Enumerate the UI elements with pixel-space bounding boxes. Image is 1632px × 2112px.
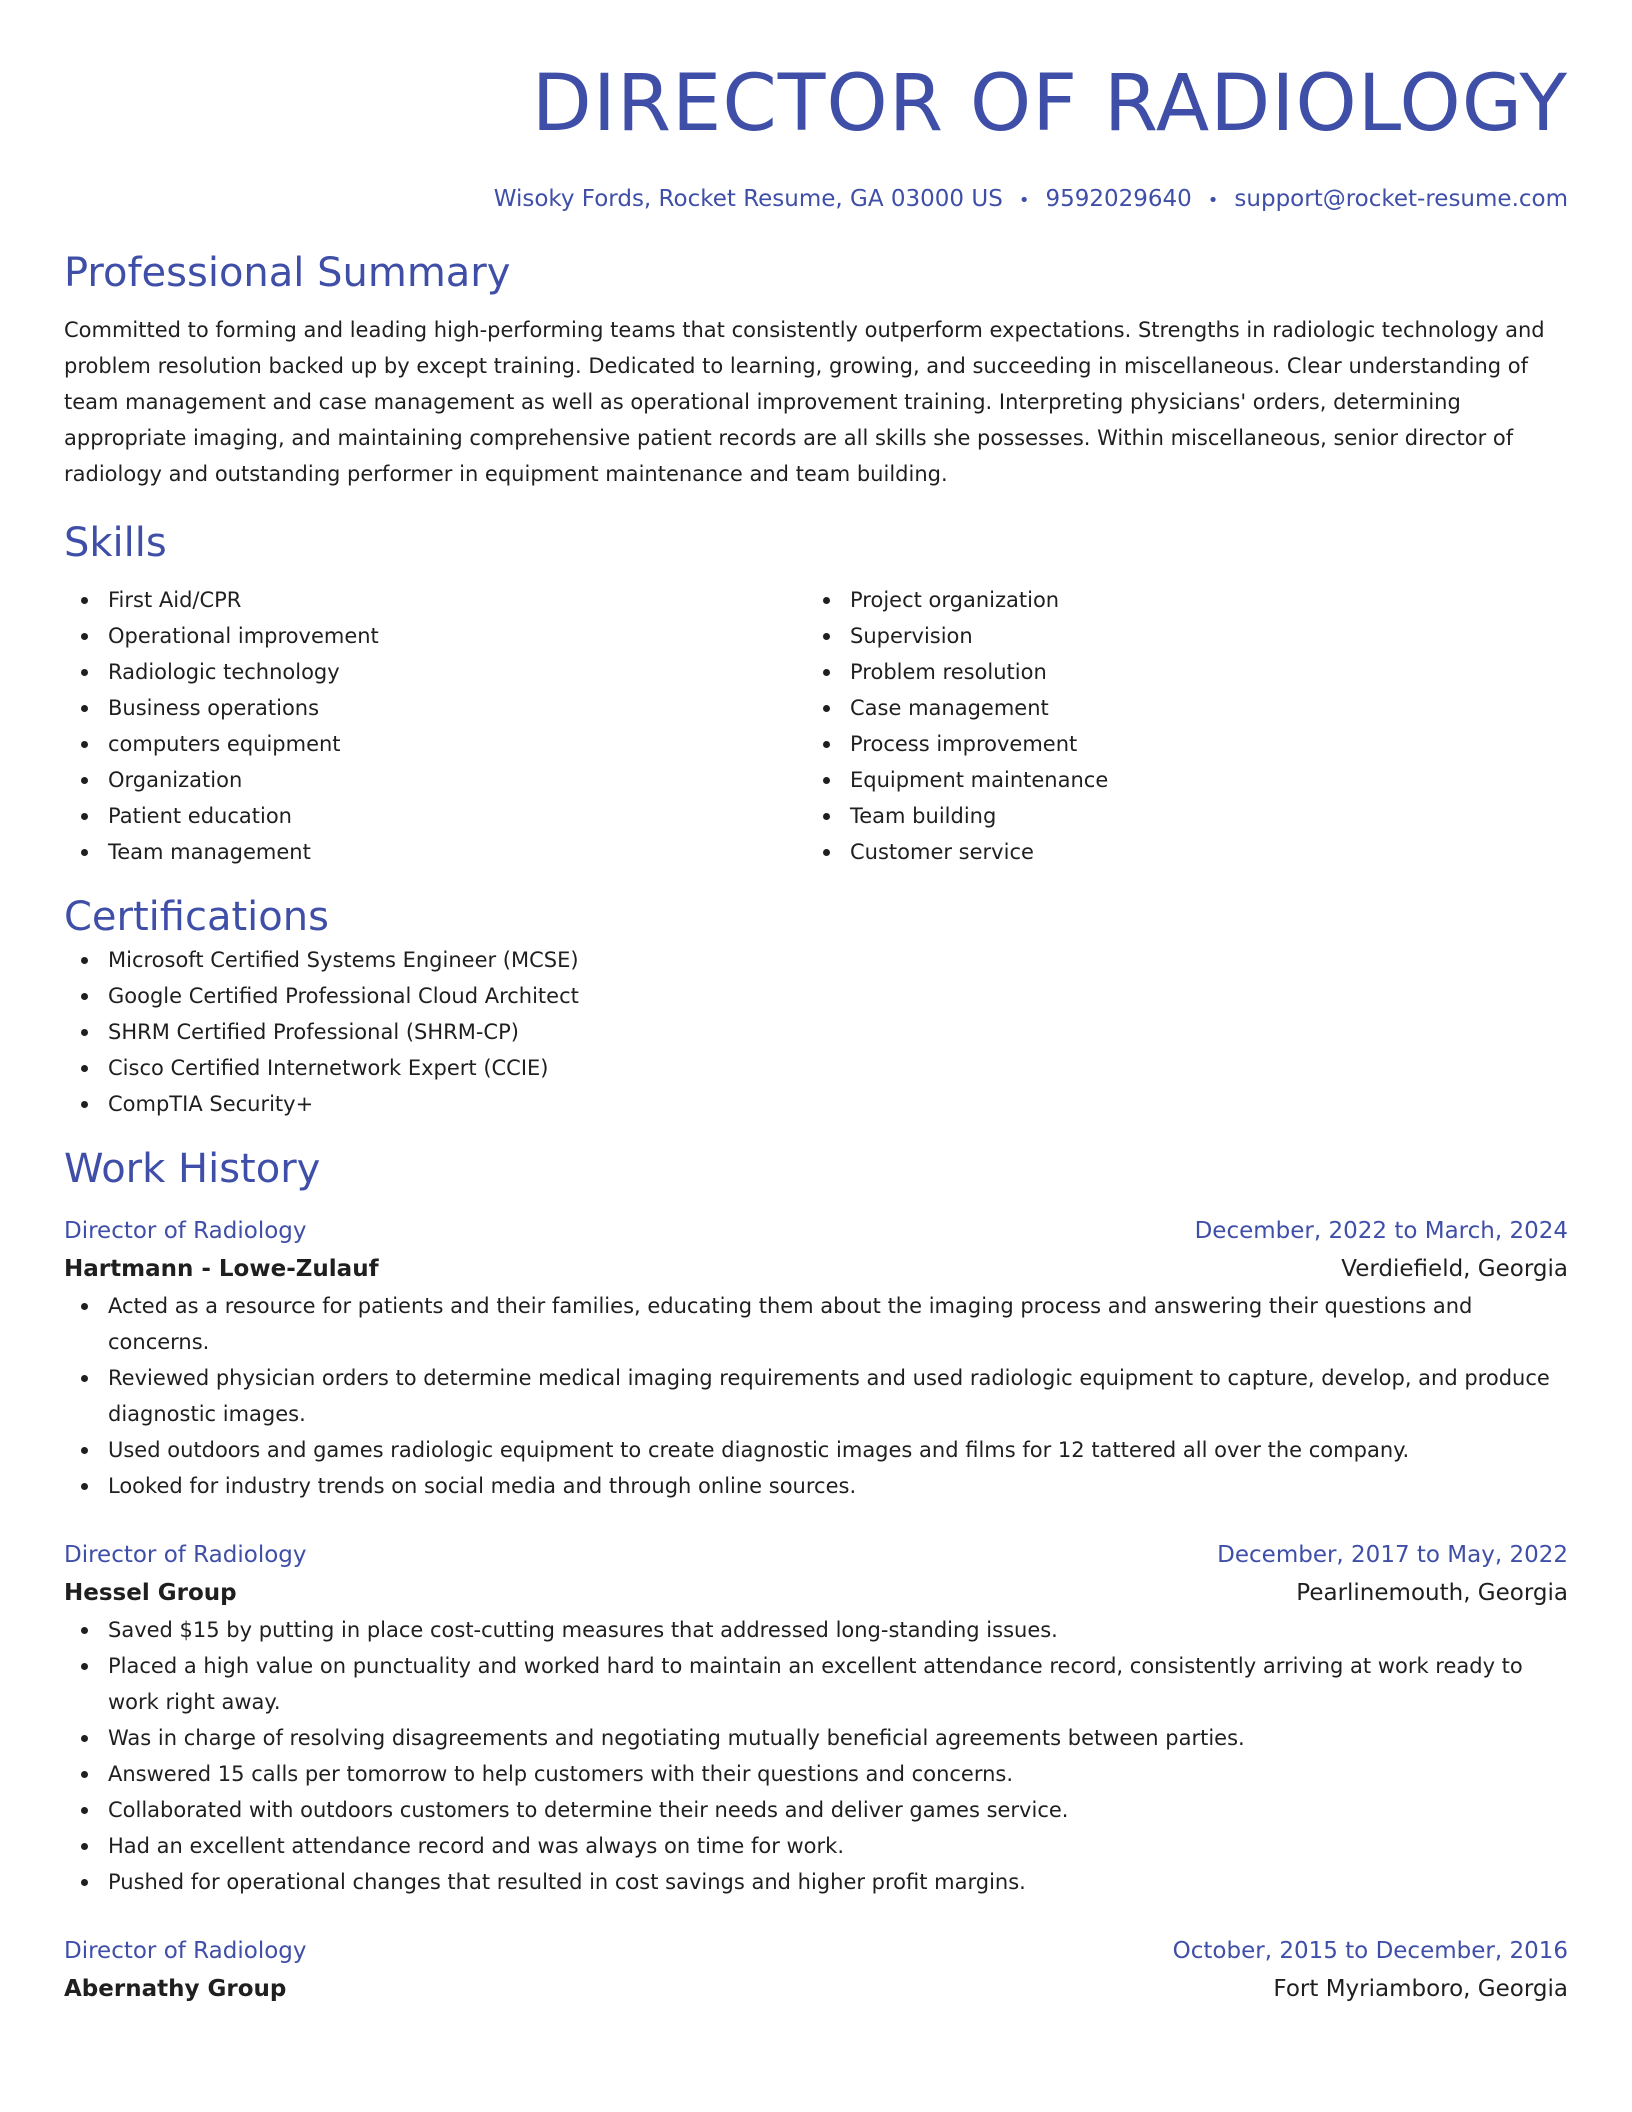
skills-heading: Skills — [64, 520, 167, 566]
skill-item: Process improvement — [806, 726, 1548, 762]
job-bullet: Reviewed physician orders to determine medical imaging requirements and used radiologic equipment to capture, develop, and produce diagnostic images. — [64, 1360, 1568, 1432]
work-history-section — [64, 1144, 1568, 2008]
skill-item: Problem resolution — [806, 654, 1548, 690]
skill-item: Case management — [806, 690, 1548, 726]
certifications-list — [64, 942, 1568, 1122]
skill-item: Project organization — [806, 582, 1548, 618]
certification-item: SHRM Certified Professional (SHRM-CP) — [64, 1014, 1568, 1050]
skills-columns — [64, 582, 1568, 870]
skill-item: Patient education — [64, 798, 806, 834]
job-bullet: Pushed for operational changes that resulted in cost savings and higher profit margins. — [64, 1864, 1568, 1900]
skill-item: Radiologic technology — [64, 654, 806, 690]
skill-item: Operational improvement — [64, 618, 806, 654]
job-bullet: Had an excellent attendance record and was always on time for work. — [64, 1828, 1568, 1864]
contact-email: support@rocket-resume.com — [1234, 186, 1568, 212]
job-title: Director of Radiology — [64, 1218, 307, 1244]
certification-item: Cisco Certified Internetwork Expert (CCIE) — [64, 1050, 1568, 1086]
job-bullet: Answered 15 calls per tomorrow to help customers with their questions and concerns. — [64, 1756, 1568, 1792]
resume-title: DIRECTOR OF RADIOLOGY — [531, 59, 1568, 149]
skills-column-left — [64, 582, 806, 870]
job-dates: October, 2015 to December, 2016 — [1172, 1938, 1568, 1964]
skill-item: First Aid/CPR — [64, 582, 806, 618]
skills-list-left — [64, 582, 806, 870]
skill-item: computers equipment — [64, 726, 806, 762]
skills-column-right — [806, 582, 1548, 870]
job-company: Hessel Group — [64, 1580, 237, 1606]
job-dates: December, 2017 to May, 2022 — [1217, 1542, 1568, 1568]
job-company-row — [64, 1574, 1568, 1612]
contact-separator: • — [1018, 190, 1030, 211]
certifications-section — [64, 892, 1568, 1122]
job-company: Abernathy Group — [64, 1976, 287, 2002]
skills-section — [64, 518, 1568, 870]
skill-item: Supervision — [806, 618, 1548, 654]
job-location: Fort Myriamboro, Georgia — [1273, 1976, 1568, 2002]
job-bullet: Placed a high value on punctuality and worked hard to maintain an excellent attendance record, consistently arriving at work ready to work right away. — [64, 1648, 1568, 1720]
job-header-row — [64, 1536, 1568, 1574]
skill-item: Customer service — [806, 834, 1548, 870]
contact-phone: 9592029640 — [1045, 186, 1192, 212]
contact-address: Wisoky Fords, Rocket Resume, GA 03000 US — [493, 186, 1003, 212]
contact-line — [64, 184, 1568, 216]
job-location: Pearlinemouth, Georgia — [1296, 1580, 1568, 1606]
job-entry — [64, 1212, 1568, 1504]
skill-item: Equipment maintenance — [806, 762, 1548, 798]
job-header-row — [64, 1932, 1568, 1970]
skill-item: Team management — [64, 834, 806, 870]
job-company-row — [64, 1970, 1568, 2008]
certification-item: CompTIA Security+ — [64, 1086, 1568, 1122]
job-title: Director of Radiology — [64, 1938, 307, 1964]
job-entry — [64, 1536, 1568, 1900]
skill-item: Team building — [806, 798, 1548, 834]
resume-header — [64, 0, 1568, 216]
job-company: Hartmann - Lowe-Zulauf — [64, 1256, 379, 1282]
job-bullet: Collaborated with outdoors customers to determine their needs and deliver games service. — [64, 1792, 1568, 1828]
job-bullet: Used outdoors and games radiologic equipment to create diagnostic images and films for 12 tattered all over the company. — [64, 1432, 1568, 1468]
summary-heading: Professional Summary — [64, 250, 511, 296]
job-bullets — [64, 1612, 1568, 1900]
job-bullet: Acted as a resource for patients and their families, educating them about the imaging process and answering their questions and concerns. — [64, 1288, 1568, 1360]
skills-list-right — [806, 582, 1548, 870]
job-bullet: Looked for industry trends on social media and through online sources. — [64, 1468, 1568, 1504]
work-history-heading: Work History — [64, 1146, 321, 1192]
contact-separator: • — [1207, 190, 1219, 211]
job-bullet: Saved $15 by putting in place cost-cutting measures that addressed long-standing issues. — [64, 1612, 1568, 1648]
job-location: Verdiefield, Georgia — [1341, 1256, 1568, 1282]
job-header-row — [64, 1212, 1568, 1250]
job-entry — [64, 1932, 1568, 2008]
skill-item: Business operations — [64, 690, 806, 726]
certifications-heading: Certifications — [64, 894, 329, 940]
job-bullet: Was in charge of resolving disagreements and negotiating mutually beneficial agreements between parties. — [64, 1720, 1568, 1756]
job-title: Director of Radiology — [64, 1542, 307, 1568]
job-bullets — [64, 1288, 1568, 1504]
certification-item: Microsoft Certified Systems Engineer (MCSE) — [64, 942, 1568, 978]
certification-item: Google Certified Professional Cloud Architect — [64, 978, 1568, 1014]
job-dates: December, 2022 to March, 2024 — [1194, 1218, 1568, 1244]
summary-text: Committed to forming and leading high-performing teams that consistently outperform expectations. Strengths in radiologic technology and problem resolution backed up by except training. Dedicated to learning, growing, and succeeding in miscellaneous. Clear understanding of team management and case management as well as operational improvement training. Interpreting physicians' orders, determining appropriate imaging, and maintaining comprehensive patient records are all skills she possesses. Within miscellaneous, senior director of radiology and outstanding performer in equipment maintenance and team building. — [64, 318, 1545, 486]
skill-item: Organization — [64, 762, 806, 798]
summary-section — [64, 248, 1568, 492]
job-company-row — [64, 1250, 1568, 1288]
